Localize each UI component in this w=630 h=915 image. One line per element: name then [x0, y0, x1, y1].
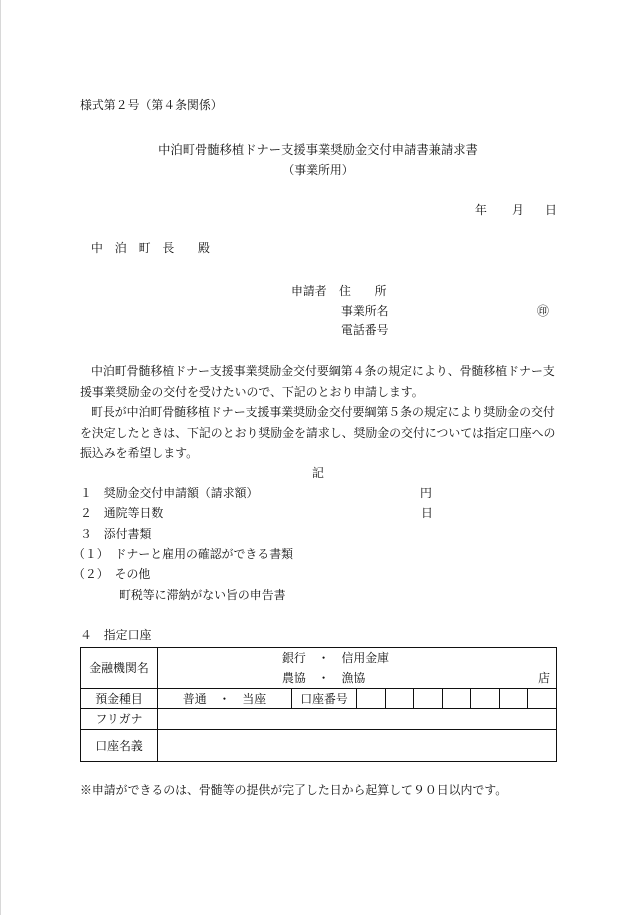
date-month: 月 [512, 203, 524, 217]
date-year: 年 [475, 203, 487, 217]
applicant-office-label: 事業所名 [341, 304, 389, 318]
account-number-digit-cell [414, 689, 443, 709]
account-number-label-cell [292, 689, 357, 709]
account-number-digit-cell [528, 689, 557, 709]
paragraph1-line: 中泊町骨髄移植ドナー支援事業奨励金交付要綱第４条の規定により、骨髄移植ドナー支 [91, 364, 555, 378]
item2-unit: 日 [421, 506, 433, 520]
item1-unit: 円 [420, 486, 432, 500]
account-name-row [81, 730, 557, 762]
item1-label: １ 奨励金交付申請額（請求額） [80, 486, 259, 500]
applicant-address-label: 住 所 [339, 284, 387, 298]
deposit-type-label: 預金種目 [95, 691, 143, 706]
account-number-label: 口座番号 [300, 691, 348, 706]
bank-type-line1: 銀行 ・ 信用金庫 [282, 651, 390, 665]
paragraph2-line: を決定したときは、下記のとおり奨励金を請求し、奨励金の交付については指定口座への [80, 426, 556, 440]
item3-label: ３ 添付書類 [80, 527, 152, 541]
deposit-type-options: 普通 ・ 当座 [182, 691, 267, 706]
form-number: 様式第２号（第４条関係） [80, 98, 223, 112]
furigana-label-cell [81, 709, 158, 730]
account-number-digit-cell [443, 689, 471, 709]
item3-sub2-detail: 町税等に滞納がない旨の申告書 [119, 588, 286, 602]
paragraph2-line: 町長が中泊町骨髄移植ドナー支援事業奨励金交付要綱第５条の規定により奨励金の交付 [91, 405, 555, 419]
bank-label-cell [81, 648, 158, 689]
branch-suffix: 店 [538, 671, 551, 685]
account-number-digit-cell [386, 689, 414, 709]
furigana-label: フリガナ [95, 712, 143, 726]
bank-row [81, 648, 557, 689]
date-day: 日 [545, 203, 557, 217]
item3-sub1: （１） ドナーと雇用の確認ができる書類 [73, 547, 293, 561]
account-name-label: 口座名義 [95, 738, 143, 753]
bank-label: 金融機関名 [89, 661, 149, 675]
furigana-row [81, 709, 557, 730]
account-table [80, 647, 557, 762]
deposit-row [81, 689, 557, 709]
addressee: 中 泊 町 長 殿 [91, 241, 210, 255]
applicant-phone-label: 電話番号 [341, 323, 389, 337]
bank-type-line2: 農協 ・ 漁協 [282, 671, 366, 685]
account-name-label-cell [81, 730, 158, 762]
paragraph1-line: 援事業奨励金の交付を受けたいので、下記のとおり申請します。 [80, 385, 424, 399]
deposit-type-label-cell [81, 689, 158, 709]
ki-heading: 記 [312, 466, 324, 480]
item4-label: ４ 指定口座 [80, 628, 152, 642]
form-subtitle: （事業所用） [282, 163, 354, 177]
seal-mark: ㊞ [537, 304, 549, 318]
bank-name-cell [158, 648, 557, 689]
deposit-type-options-cell [158, 689, 292, 709]
account-number-digit-cell [471, 689, 500, 709]
form-title: 中泊町骨髄移植ドナー支援事業奨励金交付申請書兼請求書 [158, 143, 478, 157]
account-name-value-cell [158, 730, 557, 762]
bank-name-box [158, 648, 556, 688]
item2-label: ２ 通院等日数 [80, 506, 164, 520]
account-number-digit-cell [357, 689, 386, 709]
paragraph2-line: 振込みを希望します。 [80, 446, 198, 460]
account-number-digit-cell [500, 689, 528, 709]
footer-note: ※申請ができるのは、骨髄等の提供が完了した日から起算して９０日以内です。 [80, 783, 508, 797]
item3-sub2: （２） その他 [73, 567, 151, 581]
furigana-value-cell [158, 709, 557, 730]
applicant-heading: 申請者 [291, 284, 327, 298]
